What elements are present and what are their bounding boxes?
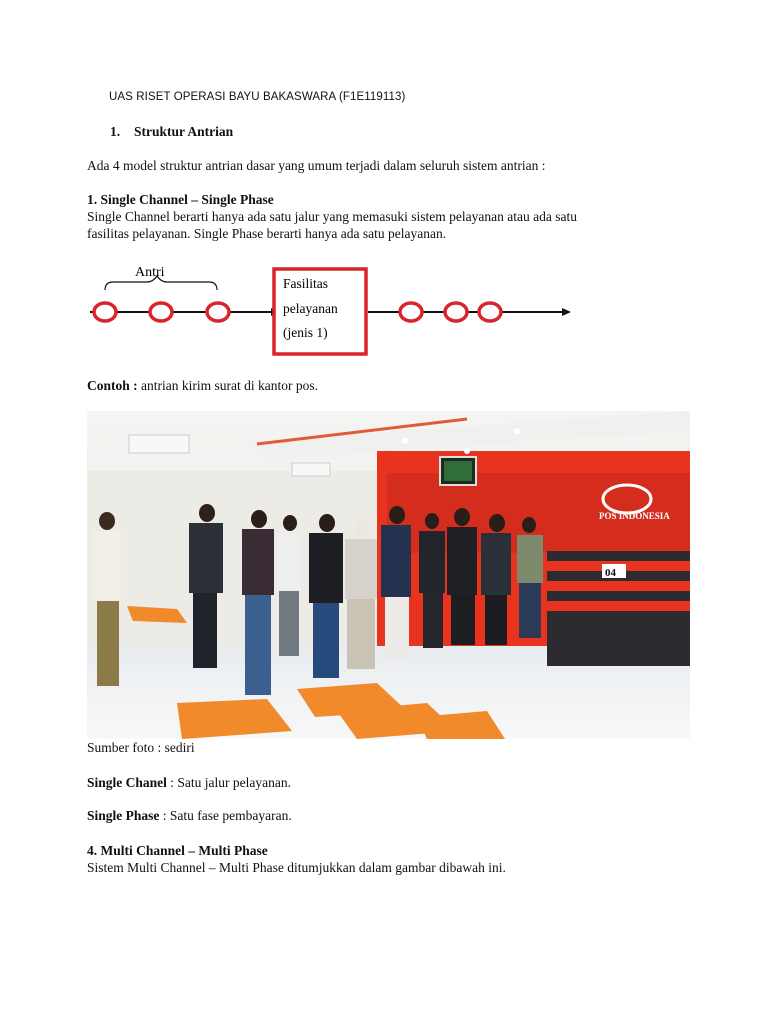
example-line — [87, 377, 318, 394]
facility-line1: Fasilitas — [283, 276, 329, 291]
ceiling-light-3 — [464, 448, 470, 454]
queue-customer-2 — [150, 303, 172, 321]
intro-paragraph: Ada 4 model struktur antrian dasar yang umum terjadi dalam seluruh sistem antrian : — [87, 158, 546, 173]
facility-line2: pelayanan — [283, 301, 338, 316]
facility-line3: (jenis 1) — [283, 325, 328, 340]
tv-screen — [444, 461, 472, 481]
served-customer-2 — [445, 303, 467, 321]
single-phase-line — [87, 807, 292, 824]
photo-caption: Sumber foto : sediri — [87, 740, 195, 755]
section-heading — [110, 124, 233, 140]
counter-stripe-2 — [547, 581, 690, 591]
document-header: UAS RISET OPERASI BAYU BAKASWARA (F1E119113) — [109, 91, 406, 103]
ceiling-light-1 — [402, 438, 408, 444]
example-label: Contoh : — [87, 378, 138, 393]
queue-customer-3 — [207, 303, 229, 321]
arrow-out-head — [562, 308, 571, 316]
queue-diagram — [85, 258, 585, 360]
model1-heading: 1. Single Channel – Single Phase — [87, 192, 274, 207]
single-chanel-label: Single Chanel — [87, 775, 167, 790]
model1-desc-line2: fasilitas pelayanan. Single Phase berarti hanya ada satu pelayanan. — [87, 226, 447, 241]
single-chanel-line — [87, 774, 291, 791]
queue-label: Antri — [135, 265, 165, 280]
model1-desc-line1: Single Channel berarti hanya ada satu jalur yang memasuki sistem pelayanan atau ada satu — [87, 209, 577, 224]
brand-text: POS INDONESIA — [599, 511, 670, 521]
single-chanel-text: : Satu jalur pelayanan. — [166, 775, 291, 790]
single-phase-text: : Satu fase pembayaran. — [159, 808, 292, 823]
served-customer-1 — [400, 303, 422, 321]
air-conditioner-2 — [292, 463, 330, 476]
model4-desc: Sistem Multi Channel – Multi Phase ditumjukkan dalam gambar dibawah ini. — [87, 860, 506, 875]
section-title: Struktur Antrian — [134, 124, 234, 139]
ceiling-light-2 — [514, 428, 520, 434]
section-number: 1. — [110, 124, 121, 139]
air-conditioner-1 — [129, 435, 189, 453]
example-text: antrian kirim surat di kantor pos. — [137, 378, 318, 393]
model4-heading: 4. Multi Channel – Multi Phase — [87, 843, 268, 858]
single-phase-label: Single Phase — [87, 808, 160, 823]
post-office-photo — [87, 411, 690, 739]
counter-number: 04 — [605, 567, 616, 579]
served-customer-3 — [479, 303, 501, 321]
queue-customer-1 — [94, 303, 116, 321]
counter-stripe-3 — [547, 601, 690, 611]
